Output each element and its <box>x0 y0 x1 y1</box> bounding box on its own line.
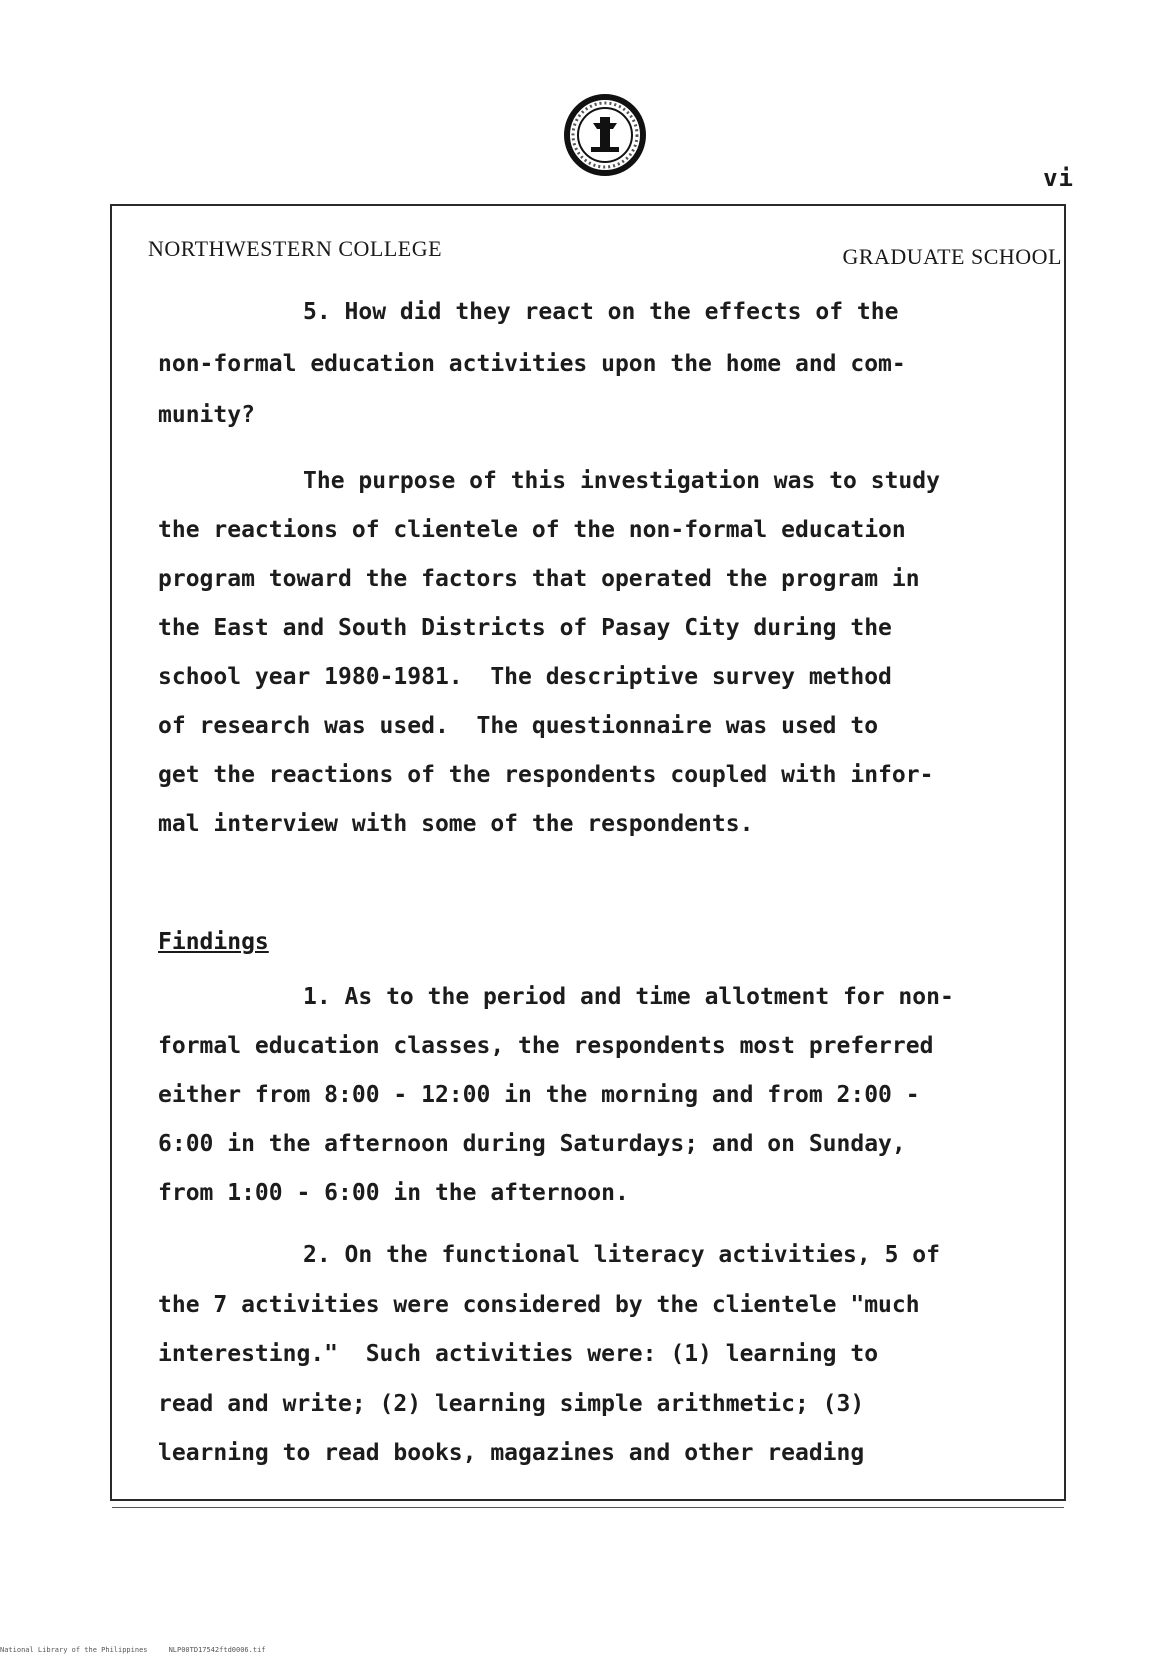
text-line: program toward the factors that operated the program in <box>158 566 920 592</box>
text-line: 1. As to the period and time allotment for non- <box>303 984 954 1010</box>
text-line: 2. On the functional literacy activities, 5 of <box>303 1242 940 1268</box>
text-line: the 7 activities were considered by the clientele "much <box>158 1291 920 1318</box>
findings-heading: Findings <box>158 929 269 955</box>
finding-item-2 <box>158 1231 1038 1479</box>
page-number: vi <box>1043 164 1074 192</box>
text-line: the reactions of clientele of the non-formal education <box>158 517 906 543</box>
text-line: munity? <box>158 402 255 428</box>
text-line: 5. How did they react on the effects of the <box>303 299 899 325</box>
text-line: The purpose of this investigation was to study <box>303 468 940 494</box>
text-line: read and write; (2) learning simple arithmetic; (3) <box>158 1390 865 1417</box>
text-line: non-formal education activities upon the home and com- <box>158 350 906 377</box>
text-line: learning to read books, magazines and other reading <box>158 1440 865 1466</box>
text-line: school year 1980-1981. The descriptive survey method <box>158 664 892 690</box>
text-line: 6:00 in the afternoon during Saturdays; and on Sunday, <box>158 1131 906 1157</box>
school-name: GRADUATE SCHOOL <box>842 244 1062 269</box>
text-line: formal education classes, the respondents most preferred <box>158 1033 934 1059</box>
text-line: the East and South Districts of Pasay City during the <box>158 615 892 641</box>
question-5 <box>158 287 1038 442</box>
footer-credit: National Library of the Philippines NLP00TD17542ftd0006.tif <box>0 1646 266 1654</box>
text-line: interesting." Such activities were: (1) learning to <box>158 1341 879 1367</box>
college-seal-icon <box>563 93 647 177</box>
page-border-underline <box>112 1507 1064 1508</box>
finding-item-1 <box>158 973 1038 1218</box>
text-line: either from 8:00 - 12:00 in the morning and from 2:00 - <box>158 1082 920 1108</box>
institution-name: NORTHWESTERN COLLEGE <box>148 236 443 261</box>
text-line: mal interview with some of the respondents. <box>158 811 754 837</box>
text-line: from 1:00 - 6:00 in the afternoon. <box>158 1180 629 1206</box>
text-line: get the reactions of the respondents coupled with infor- <box>158 762 934 788</box>
text-line: of research was used. The questionnaire was used to <box>158 713 879 739</box>
purpose-paragraph <box>158 457 1038 849</box>
